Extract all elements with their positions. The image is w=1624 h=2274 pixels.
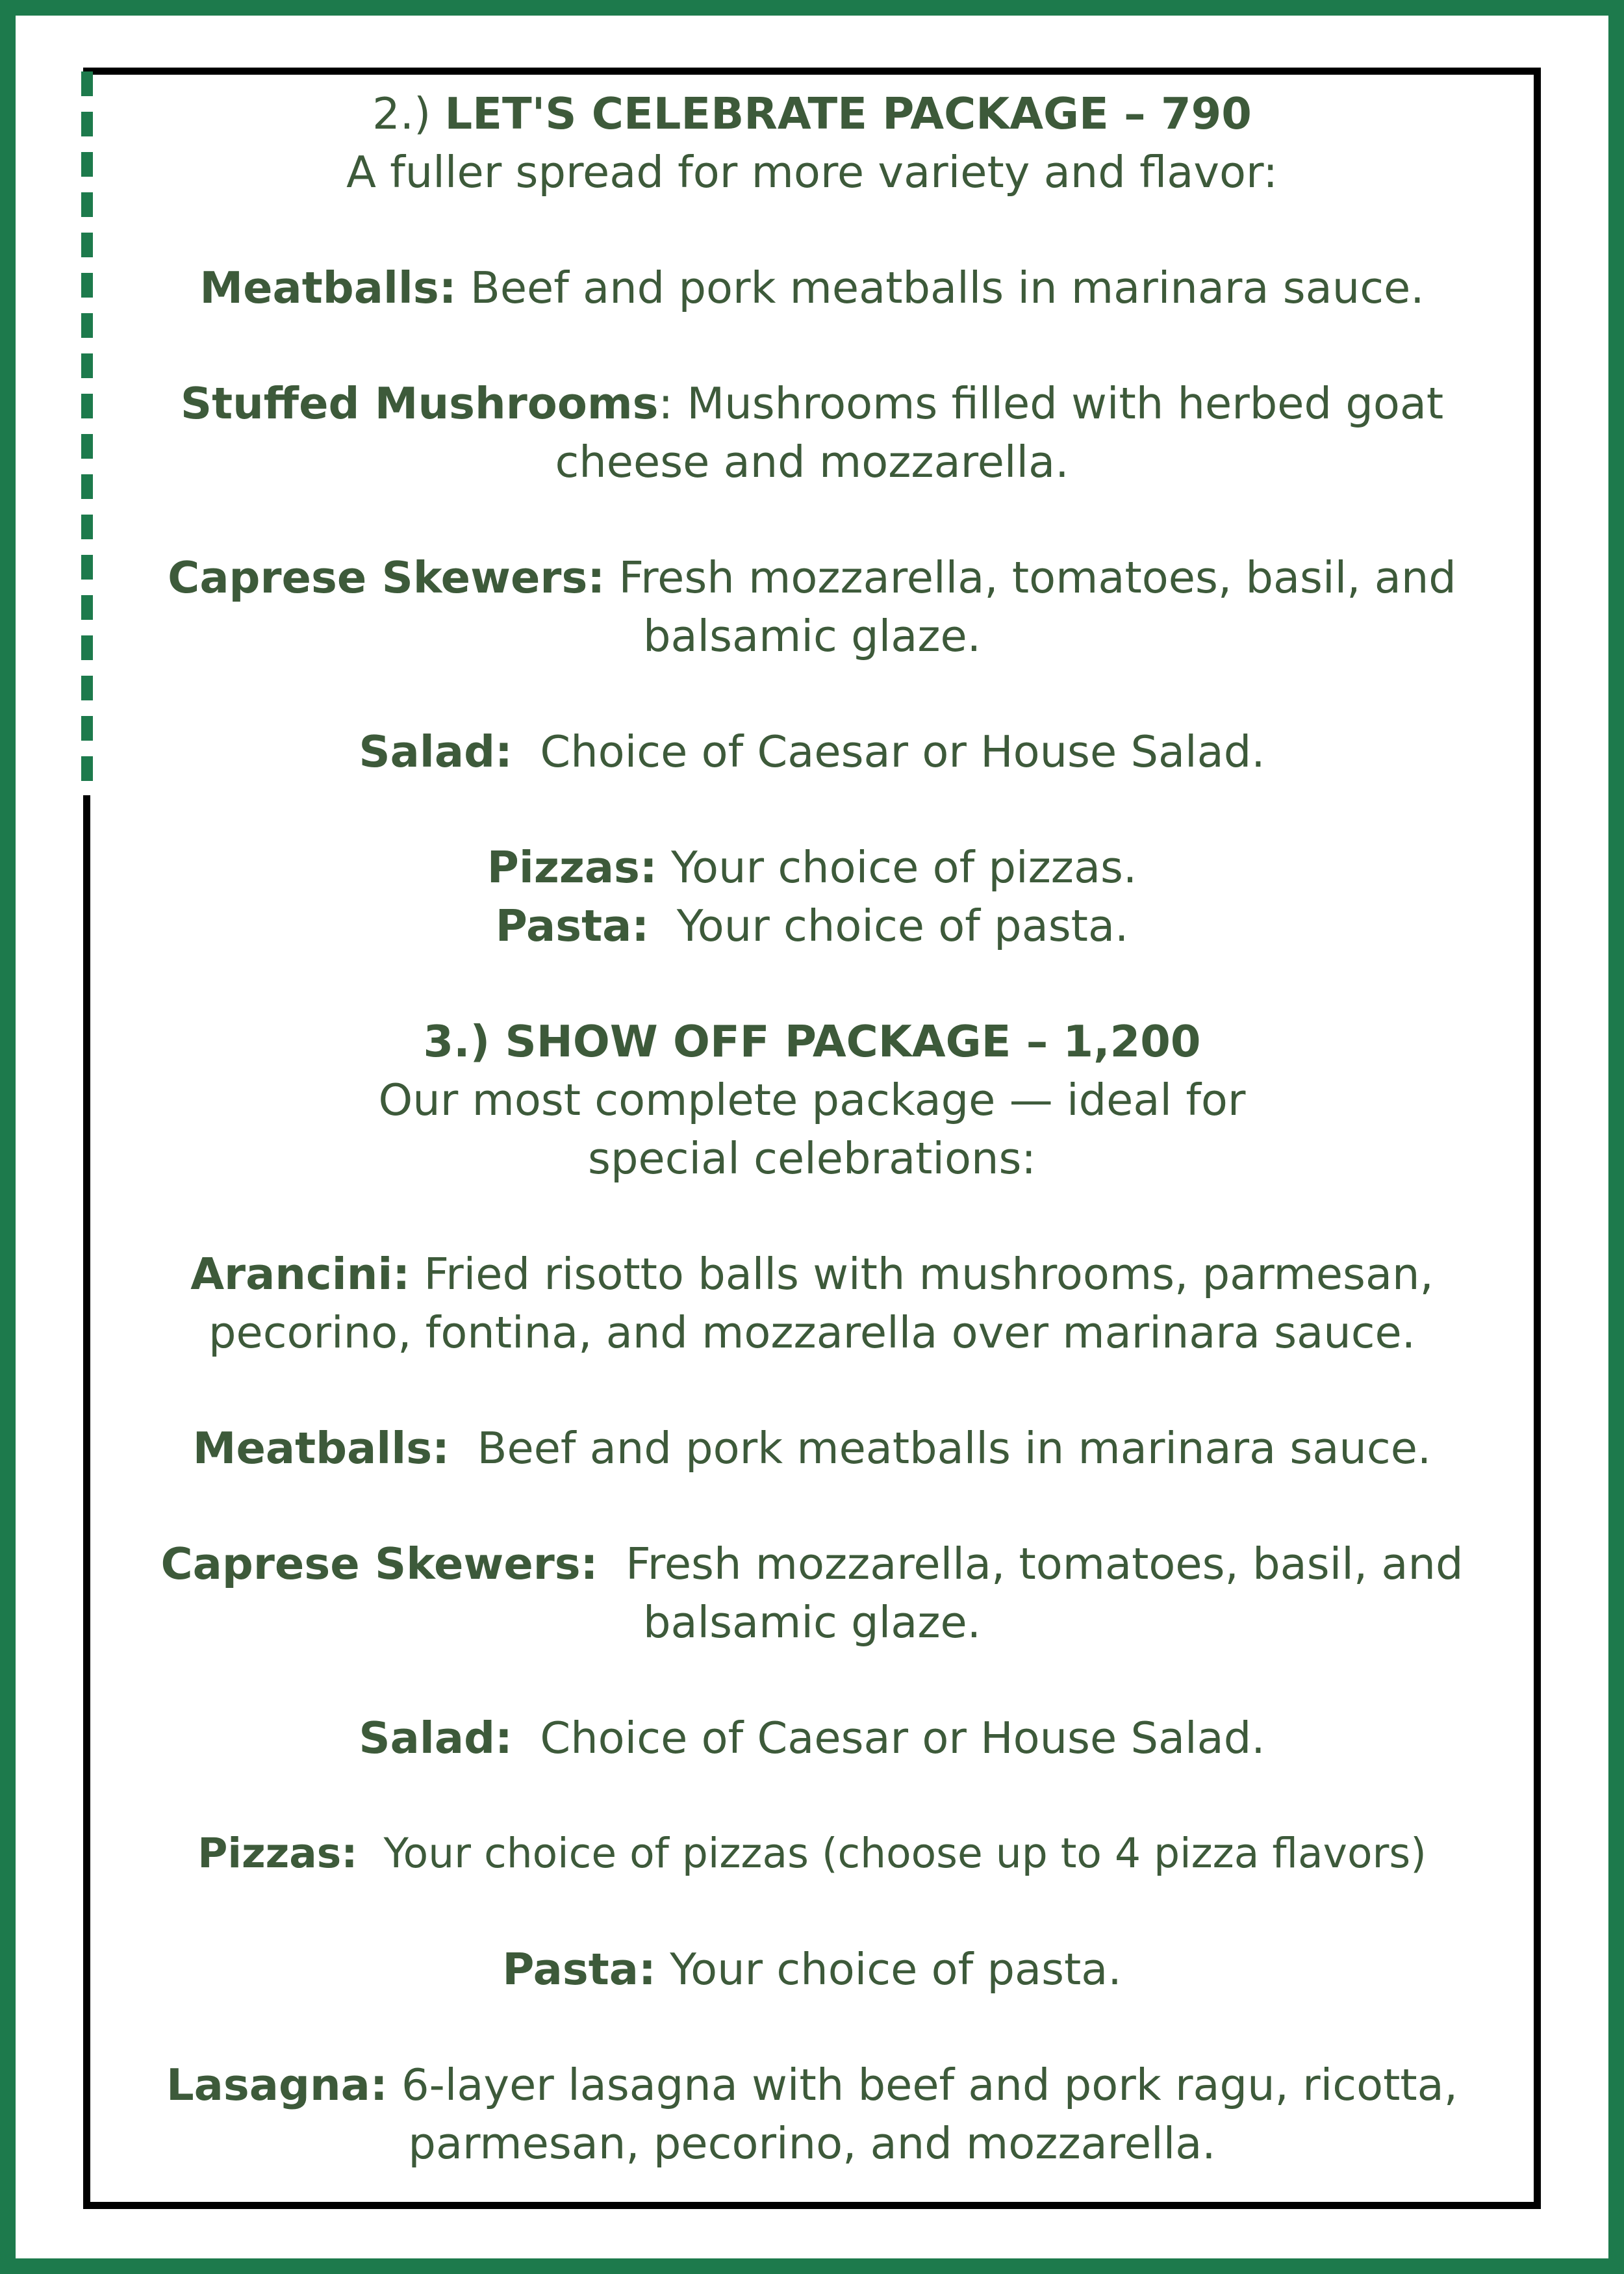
menu-item: [97, 1709, 1527, 1767]
section3-heading: [97, 1012, 1527, 1071]
menu-item: [97, 1824, 1527, 1883]
item-name: Lasagna:: [166, 2060, 388, 2110]
item-name: Salad:: [359, 1713, 513, 1763]
menu-item: [97, 374, 1527, 491]
item-name: Pasta:: [502, 1944, 656, 1995]
menu-item: [97, 897, 1527, 955]
item-desc: Your choice of pizzas (choose up to 4 pizza flavors): [357, 1830, 1427, 1877]
item-name: Arancini:: [190, 1249, 411, 1299]
section2-heading: [97, 84, 1527, 143]
section2-title: LET'S CELEBRATE PACKAGE – 790: [444, 88, 1252, 139]
item-name: Caprese Skewers:: [168, 552, 605, 603]
item-desc: : Mushrooms filled with herbed goat cheese and mozzarella.: [555, 378, 1444, 487]
dashed-accent-line: [81, 71, 93, 795]
item-desc: Fresh mozzarella, tomatoes, basil, and balsamic glaze.: [598, 1539, 1477, 1648]
item-name: Meatballs:: [192, 1423, 450, 1474]
menu-item: [97, 1535, 1527, 1652]
menu-item: [97, 2056, 1527, 2173]
menu-item: [97, 548, 1527, 665]
item-desc: Beef and pork meatballs in marinara sauce.: [449, 1423, 1432, 1474]
item-desc: Beef and pork meatballs in marinara sauce.: [456, 262, 1425, 313]
item-desc: Choice of Caesar or House Salad.: [512, 1713, 1265, 1763]
section3-title: 3.) SHOW OFF PACKAGE – 1,200: [423, 1016, 1201, 1067]
section3-intro: Our most complete package — ideal for special celebrations:: [378, 1075, 1246, 1184]
menu-item: [97, 1419, 1527, 1477]
item-desc: 6-layer lasagna with beef and pork ragu, ricotta, parmesan, pecorino, and mozzarella.: [387, 2060, 1458, 2169]
item-name: Pizzas:: [487, 842, 657, 893]
menu-content: [97, 84, 1527, 2173]
item-desc: Your choice of pizzas.: [657, 842, 1137, 893]
item-desc: Choice of Caesar or House Salad.: [512, 726, 1265, 777]
item-desc: Fresh mozzarella, tomatoes, basil, and balsamic glaze.: [605, 552, 1456, 661]
item-name: Caprese Skewers:: [160, 1539, 598, 1589]
menu-item: [97, 838, 1527, 897]
section2-number: 2.): [372, 88, 431, 139]
item-desc: Fried risotto balls with mushrooms, parmesan, pecorino, fontina, and mozzarella over marinara sauce.: [208, 1249, 1434, 1358]
menu-item: [97, 1940, 1527, 1999]
item-name: Meatballs:: [199, 262, 457, 313]
menu-item: [97, 1245, 1527, 1362]
item-name: Pizzas:: [197, 1830, 358, 1877]
menu-item: [97, 722, 1527, 781]
section2-intro: A fuller spread for more variety and flavor:: [346, 147, 1278, 198]
item-name: Stuffed Mushrooms: [180, 378, 659, 429]
item-desc: Your choice of pasta.: [655, 1944, 1122, 1995]
item-name: Salad:: [359, 726, 513, 777]
item-desc: Your choice of pasta.: [649, 901, 1129, 951]
menu-item: [97, 259, 1527, 317]
item-name: Pasta:: [495, 901, 650, 951]
